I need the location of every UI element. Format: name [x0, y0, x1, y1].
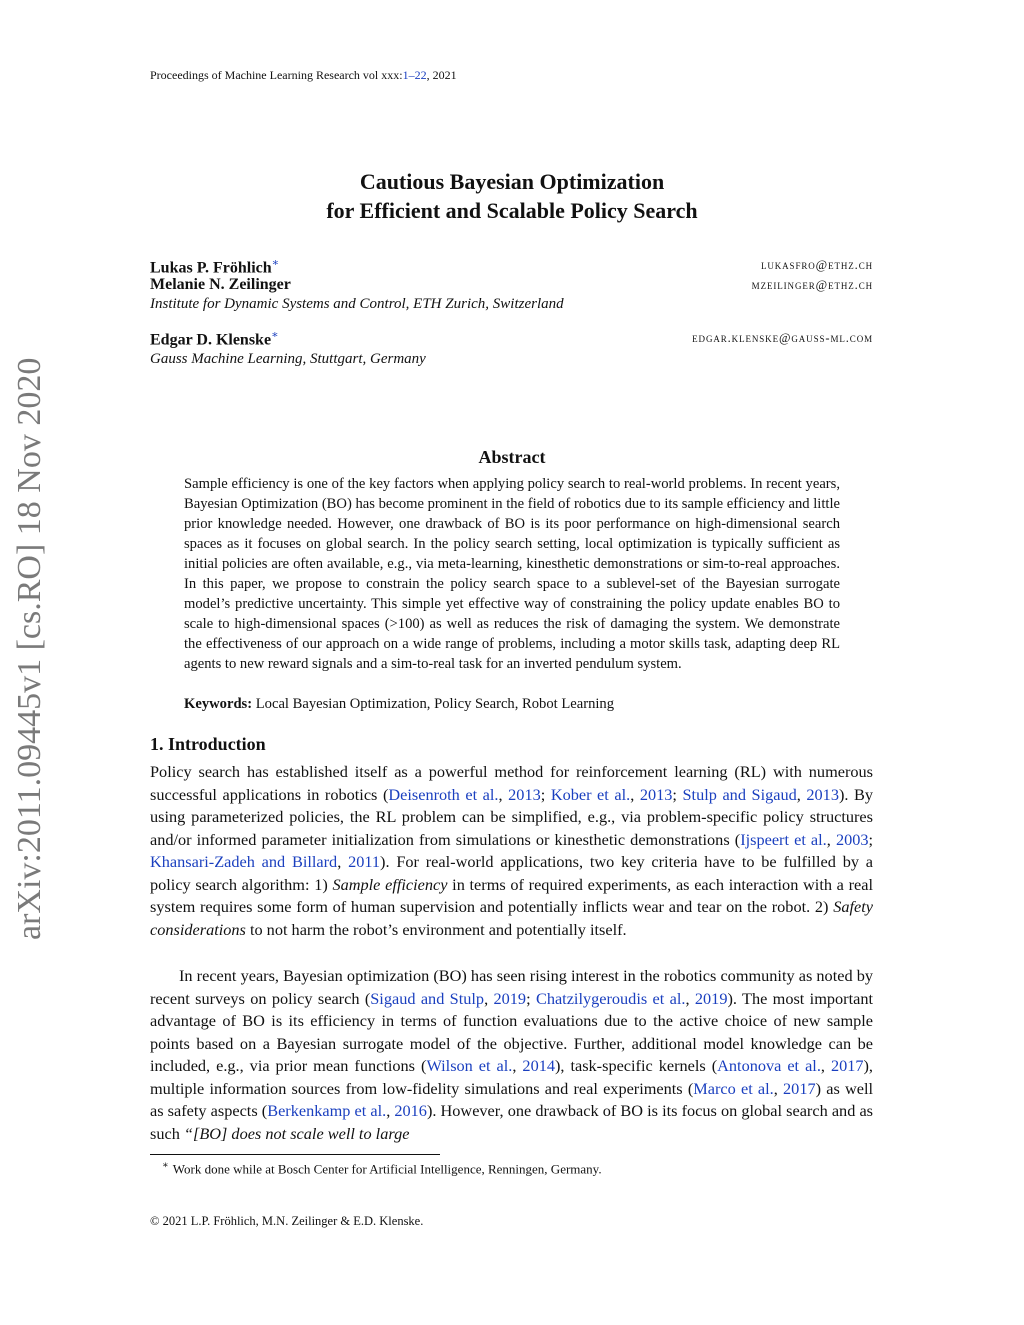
- paragraph-2: [150, 965, 873, 1145]
- text-run: ), multiple information sources from low-fidelity simulations and real experiments (: [150, 1056, 874, 1098]
- citation-link[interactable]: 2011: [348, 852, 381, 871]
- citation-link[interactable]: Berkenkamp et al.: [267, 1101, 387, 1120]
- author-name-text: Lukas P. Fröhlich: [150, 259, 272, 277]
- citation-link[interactable]: 2017: [830, 1056, 864, 1075]
- author-name-3: [150, 328, 279, 349]
- citation-link[interactable]: Stulp and Sigaud: [682, 784, 797, 804]
- citation-link[interactable]: 2013: [806, 784, 839, 804]
- citation-link[interactable]: 2003: [835, 829, 869, 849]
- text-run: ,: [685, 988, 695, 1008]
- text-run: ;: [540, 784, 551, 804]
- citation-link[interactable]: 2016: [394, 1101, 427, 1120]
- citation-link[interactable]: 2019: [694, 988, 728, 1008]
- paper-title-line-2: for Efficient and Scalable Policy Search: [326, 198, 698, 223]
- keywords-label: Keywords:: [184, 696, 253, 712]
- text-run: ). For real-world applications, two key criteria have to be fulfilled by a policy search algorithm: 1): [150, 852, 873, 894]
- text-run: ,: [337, 852, 349, 871]
- text-run: in terms of required experiments, as each interaction with a real system requires some form of human supervision and potentially inflicts wear and tear on the robot. 2): [150, 874, 873, 916]
- page-range-link[interactable]: 1–22: [402, 68, 427, 82]
- footnote-mark-link[interactable]: ∗: [271, 257, 280, 269]
- text-run: ,: [484, 988, 494, 1008]
- text-run: ,: [386, 1101, 395, 1120]
- text-run: ,: [498, 784, 509, 804]
- journal-year: , 2021: [426, 68, 457, 82]
- paper-title-line-1: Cautious Bayesian Optimization: [359, 169, 665, 194]
- citation-link[interactable]: Ijspeert et al.: [740, 829, 827, 849]
- citation-link[interactable]: Kober et al.: [550, 784, 631, 804]
- footnote-mark: ∗: [162, 1160, 169, 1171]
- citation-link[interactable]: 2014: [522, 1056, 555, 1075]
- text-run: ,: [630, 784, 640, 804]
- citation-link[interactable]: Deisenroth et al.: [388, 784, 499, 804]
- abstract-text: Sample efficiency is one of the key factors when applying policy search to real-world problems. In recent years, Bayesian Optimization (BO) has become prominent in the field of robotics due to its sample efficiency and little prior knowledge needed. However, one drawback of BO is its poor performance on high-dimensional search spaces as it focuses on global search. In the policy search setting, local optimization is typically sufficient as initial policies are often available, e.g., via meta-learning, kinesthetic demonstrations or sim-to-real approaches. In this paper, we propose to constrain the policy search space to a sublevel-set of the Bayesian surrogate model’s predictive uncertainty. This simple yet effective way of constraining the policy update enables BO to scale to high-dimensional spaces (>100) as well as reduces the risk of damaging the system. We demonstrate the effectiveness of our approach on a wide range of problems, including a motor skills task, adapting deep RL agents to new reward signals and a sim-to-real task for an inverted pendulum system.: [184, 476, 840, 672]
- citation-link[interactable]: 2013: [508, 784, 541, 804]
- citation-link[interactable]: Antonova et al.: [717, 1056, 821, 1075]
- emphasis-text: Sample efficiency: [332, 874, 448, 894]
- footnote-text: Work done while at Bosch Center for Artificial Intelligence, Renningen, Germany.: [172, 1161, 602, 1177]
- affiliation-2: Gauss Machine Learning, Stuttgart, Germany: [150, 351, 426, 367]
- citation-link[interactable]: Chatzilygeroudis et al.: [535, 988, 686, 1008]
- author-name-text: Edgar D. Klenske: [150, 331, 272, 349]
- text-run: ,: [512, 1056, 523, 1075]
- citation-link[interactable]: Wilson et al.: [426, 1056, 513, 1075]
- citation-link[interactable]: 2013: [639, 784, 673, 804]
- journal-name: Proceedings of Machine Learning Research vol xxx:: [150, 68, 403, 82]
- author-name-1: [150, 256, 279, 277]
- keywords-text: Local Bayesian Optimization, Policy Search, Robot Learning: [252, 696, 615, 712]
- footnote: [150, 1160, 602, 1177]
- text-run: ,: [820, 1056, 831, 1075]
- keywords: [184, 696, 614, 713]
- text-run: ;: [672, 784, 683, 804]
- emphasis-text: Safety considerations: [150, 897, 873, 939]
- author-email-2: mzeilinger@ethz.ch: [751, 278, 873, 292]
- text-run: In recent years, Bayesian optimization (BO) has seen rising interest in the robotics community as noted by recent surveys on policy search (: [150, 966, 873, 1008]
- emphasis-text: “[BO] does not scale well to large: [183, 1123, 410, 1143]
- citation-link[interactable]: Khansari-Zadeh and Billard: [150, 852, 338, 871]
- arxiv-stamp: arXiv:2011.09445v1 [cs.RO] 18 Nov 2020: [11, 357, 48, 940]
- text-run: ,: [826, 829, 836, 849]
- abstract-heading: Abstract: [478, 447, 546, 467]
- citation-link[interactable]: Sigaud and Stulp: [370, 988, 485, 1008]
- citation-link[interactable]: Marco et al.: [693, 1078, 774, 1098]
- text-run: ;: [868, 829, 874, 849]
- text-run: ). The most important advantage of BO is its efficiency in terms of function evaluations due to the active choice of new sample points based on a Bayesian surrogate model of the objective. Further, additional model knowledge can be included, e.g., via prior mean functions (: [150, 988, 873, 1075]
- paragraph-1: [150, 761, 873, 941]
- text-run: ). However, one drawback of BO is its focus on global search and as such: [150, 1101, 874, 1143]
- text-run: ). By using parameterized policies, the RL problem can be simplified, e.g., via problem-specific policy structures and/or informed parameter initialization from simulations or kinesthetic demonstrations (: [150, 784, 874, 849]
- footnote-divider: [150, 1154, 440, 1155]
- running-header: [150, 68, 457, 83]
- text-run: ,: [796, 784, 807, 804]
- text-run: ,: [773, 1078, 784, 1098]
- copyright-notice: © 2021 L.P. Fröhlich, M.N. Zeilinger & E.D. Klenske.: [150, 1214, 424, 1228]
- section-heading: 1. Introduction: [150, 734, 266, 754]
- text-run: to not harm the robot’s environment and potentially itself.: [245, 919, 627, 939]
- citation-link[interactable]: 2019: [493, 988, 527, 1008]
- footnote-mark-link[interactable]: ∗: [271, 329, 279, 341]
- citation-link[interactable]: 2017: [783, 1078, 816, 1098]
- text-run: ), task-specific kernels (: [554, 1056, 718, 1075]
- text-run: ) as well as safety aspects (: [150, 1078, 874, 1120]
- affiliation-1: Institute for Dynamic Systems and Control, ETH Zurich, Switzerland: [150, 296, 564, 312]
- author-email-1: lukasfro@ethz.ch: [760, 258, 873, 272]
- text-run: Policy search has established itself as a powerful method for reinforcement learning (RL) with numerous successful applications in robotics (: [150, 762, 873, 804]
- text-run: ;: [526, 988, 536, 1008]
- author-email-3: edgar.klenske@gauss-ml.com: [692, 331, 873, 345]
- author-name-2: Melanie N. Zeilinger: [150, 276, 291, 293]
